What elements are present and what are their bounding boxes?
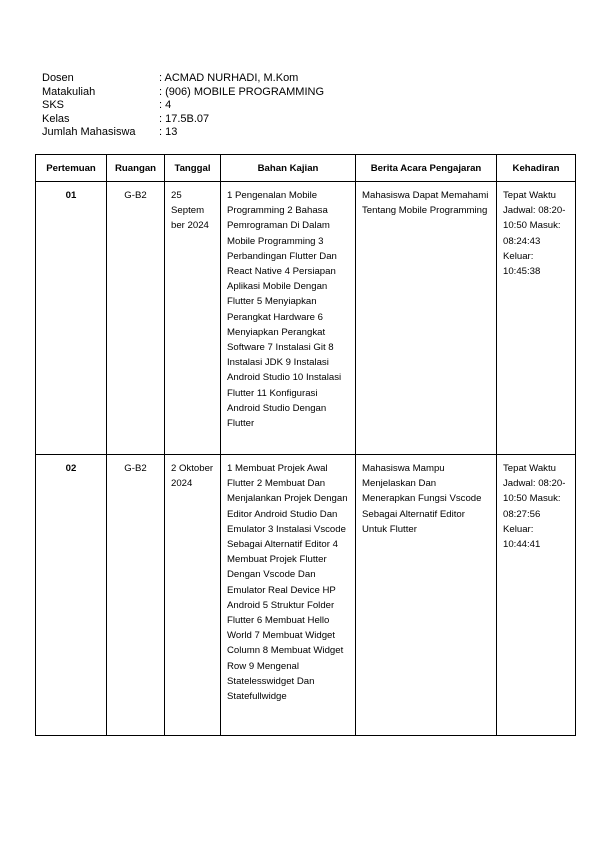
- info-row-jumlah: [42, 126, 324, 140]
- cell-bahan-kajian: 1 Membuat Projek Awal Flutter 2 Membuat Dan Menjalankan Projek Dengan Editor Android Studio Dan Emulator 3 Instalasi Vscode Sebagai Alternatif Editor 4 Membuat Projek Flutter Dengan Vscode Dan Emulator Real Device HP Android 5 Struktur Folder Flutter 6 Membuat Hello World 7 Membuat Widget Column 8 Membuat Widget Row 9 Mengenal Statelesswidget Dan Statefullwidge: [221, 455, 356, 736]
- kelas-value: : 17.5B.07: [159, 112, 210, 125]
- cell-bahan-kajian: 1 Pengenalan Mobile Programming 2 Bahasa Pemrograman Di Dalam Mobile Programming 3 Perbandingan Flutter Dan React Native 4 Persiapan Aplikasi Mobile Dengan Flutter 5 Menyiapkan Perangkat Hardware 6 Menyiapkan Perangkat Software 7 Instalasi Git 8 Instalasi JDK 9 Instalasi Android Studio 10 Instalasi Flutter 11 Konfigurasi Android Studio Dengan Flutter: [221, 182, 356, 455]
- jumlah-mahasiswa-label: Jumlah Mahasiswa: [42, 126, 136, 138]
- cell-berita-acara: Mahasiswa Dapat Memahami Tentang Mobile Programming: [356, 182, 497, 455]
- course-info: [42, 72, 324, 140]
- cell-pertemuan: 01: [36, 182, 107, 455]
- header-bahan-kajian: Bahan Kajian: [221, 155, 356, 182]
- cell-ruangan: G-B2: [107, 455, 165, 736]
- info-row-sks: [42, 99, 324, 113]
- matakuliah-value: : (906) MOBILE PROGRAMMING: [159, 85, 325, 98]
- table-row: [36, 182, 576, 455]
- header-tanggal: Tanggal: [165, 155, 221, 182]
- header-kehadiran: Kehadiran: [497, 155, 576, 182]
- attendance-table: [35, 154, 576, 736]
- header-ruangan: Ruangan: [107, 155, 165, 182]
- cell-ruangan: G-B2: [107, 182, 165, 455]
- table-row: [36, 455, 576, 736]
- cell-tanggal: 25 Septem ber 2024: [165, 182, 221, 455]
- dosen-value: : ACMAD NURHADI, M.Kom: [159, 72, 299, 84]
- header-pertemuan: Pertemuan: [36, 155, 107, 182]
- cell-tanggal: 2 Oktober 2024: [165, 455, 221, 736]
- sks-value: : 4: [159, 99, 172, 111]
- cell-kehadiran: Tepat Waktu Jadwal: 08:20-10:50 Masuk: 08:27:56 Keluar: 10:44:41: [497, 455, 576, 736]
- table-header-row: [36, 155, 576, 182]
- cell-kehadiran: Tepat Waktu Jadwal: 08:20-10:50 Masuk: 08:24:43 Keluar: 10:45:38: [497, 182, 576, 455]
- info-row-kelas: [42, 113, 324, 127]
- cell-pertemuan: 02: [36, 455, 107, 736]
- info-row-matakuliah: [42, 86, 324, 100]
- header-berita-acara: Berita Acara Pengajaran: [356, 155, 497, 182]
- sks-label: SKS: [42, 99, 65, 111]
- cell-berita-acara: Mahasiswa Mampu Menjelaskan Dan Menerapkan Fungsi Vscode Sebagai Alternatif Editor Untuk Flutter: [356, 455, 497, 736]
- jumlah-mahasiswa-value: : 13: [159, 126, 178, 138]
- matakuliah-label: Matakuliah: [42, 85, 96, 98]
- info-row-dosen: [42, 72, 324, 86]
- dosen-label: Dosen: [42, 72, 74, 84]
- kelas-label: Kelas: [42, 112, 70, 125]
